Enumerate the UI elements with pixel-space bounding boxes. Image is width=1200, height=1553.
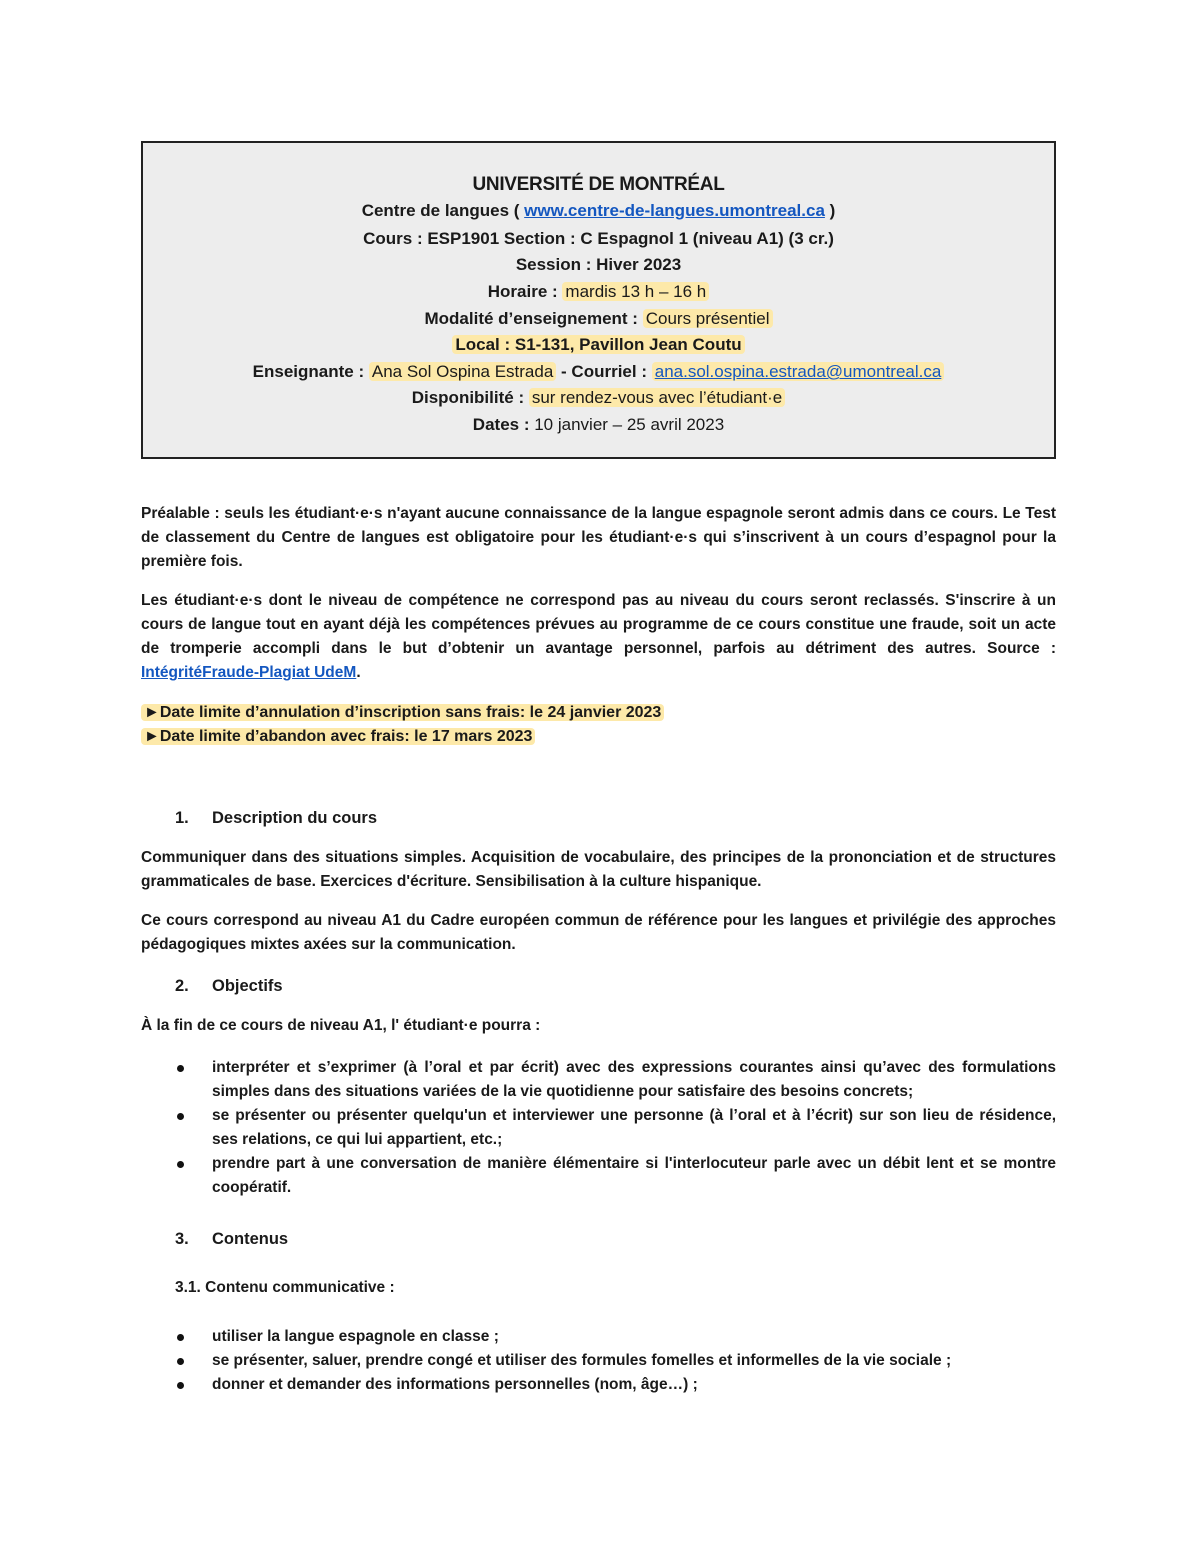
objectives-list — [141, 1056, 1056, 1200]
centre-website-link[interactable]: www.centre-de-langues.umontreal.ca — [524, 201, 825, 220]
bullet-icon — [177, 1334, 184, 1341]
email-label: - Courriel : — [561, 362, 647, 381]
modality-value: Cours présentiel — [643, 309, 773, 328]
university-title: UNIVERSITÉ DE MONTRÉAL — [472, 174, 725, 195]
teacher-line — [143, 360, 1054, 384]
course-line: Cours : ESP1901 Section : C Espagnol 1 (niveau A1) (3 cr.) — [363, 229, 834, 248]
deadline-withdrawal: ►Date limite d’abandon avec frais: le 17 mars 2023 — [141, 725, 535, 749]
list-item: se présenter, saluer, prendre congé et utiliser des formules fomelles et informelles de la vie sociale ; — [141, 1349, 1056, 1373]
schedule-line — [143, 280, 1054, 304]
integrity-link[interactable]: IntégritéFraude-Plagiat UdeM — [141, 664, 357, 681]
list-item: prendre part à une conversation de manière élémentaire si l'interlocuteur parle avec un débit lent et se montre coopératif. — [141, 1152, 1056, 1200]
availability-line — [143, 386, 1054, 410]
list-item: donner et demander des informations personnelles (nom, âge…) ; — [141, 1373, 1056, 1397]
bullet-icon — [177, 1161, 184, 1168]
teacher-name: Ana Sol Ospina Estrada — [369, 362, 556, 381]
schedule-value: mardis 13 h – 16 h — [562, 282, 709, 301]
bullet-icon — [177, 1358, 184, 1365]
course-header-box — [141, 141, 1056, 459]
room-value: Local : S1-131, Pavillon Jean Coutu — [452, 335, 744, 354]
centre-line — [143, 199, 1054, 223]
deadline-cancellation: ►Date limite d’annulation d’inscription sans frais: le 24 janvier 2023 — [141, 701, 664, 725]
bullet-icon — [177, 1065, 184, 1072]
list-item: interpréter et s’exprimer (à l’oral et par écrit) avec des expressions courantes ainsi qu’avec des formulations simples dans des situations variées de la vie quotidienne pour satisfaire des besoins concrets; — [141, 1056, 1056, 1104]
source-end: . — [356, 664, 361, 681]
modality-label: Modalité d’enseignement : — [424, 309, 638, 328]
room-line — [143, 333, 1054, 357]
dates-line — [143, 413, 1054, 437]
objectives-intro: À la fin de ce cours de niveau A1, l' étudiant·e pourra : — [141, 1017, 541, 1034]
centre-prefix: Centre de langues ( — [361, 201, 525, 220]
section-heading-description: 1. Description du cours — [175, 809, 378, 827]
modality-line — [143, 307, 1054, 331]
bullet-icon — [177, 1113, 184, 1120]
content-list — [141, 1325, 1056, 1397]
content-subheading: 3.1. Contenu communicative : — [175, 1279, 395, 1296]
availability-label: Disponibilité : — [411, 388, 525, 407]
list-item: utiliser la langue espagnole en classe ; — [141, 1325, 1056, 1349]
list-item: se présenter ou présenter quelqu'un et interviewer une personne (à l’oral et à l’écrit) sur son lieu de résidence, ses relations, ce qui lui appartient, etc.; — [141, 1104, 1056, 1152]
section-heading-objectives: 2. Objectifs — [175, 977, 283, 995]
centre-suffix: ) — [824, 201, 836, 220]
reclassification-paragraph — [141, 589, 1056, 685]
source-label: Source : — [987, 640, 1057, 657]
dates-value: 10 janvier – 25 avril 2023 — [534, 415, 725, 434]
section-heading-contents: 3. Contenus — [175, 1230, 289, 1248]
reclass-text: Les étudiant·e·s dont le niveau de compétence ne correspond pas au niveau du cours seront reclassés. S'inscrire à un cours de langue tout en ayant déjà les compétences prévues au programme de ce cours constitue une fraude, soit un acte de tromperie accompli dans le but d’obtenir un avantage personnel, parfois au détriment des autres. — [141, 592, 1056, 657]
teacher-label: Enseignante : — [252, 362, 365, 381]
description-paragraph-2: Ce cours correspond au niveau A1 du Cadre européen commun de référence pour les langues et privilégie des approches pédagogiques mixtes axées sur la communication. — [141, 912, 1056, 953]
session-line: Session : Hiver 2023 — [515, 255, 682, 274]
teacher-email-link[interactable]: ana.sol.ospina.estrada@umontreal.ca — [652, 362, 945, 381]
bullet-icon — [177, 1382, 184, 1389]
description-paragraph-1: Communiquer dans des situations simples. Acquisition de vocabulaire, des principes de la prononciation et de structures grammaticales de base. Exercices d'écriture. Sensibilisation à la culture hispanique. — [141, 849, 1056, 890]
schedule-label: Horaire : — [487, 282, 558, 301]
prerequisite-paragraph: Préalable : seuls les étudiant·e·s n'ayant aucune connaissance de la langue espagnole seront admis dans ce cours. Le Test de classement du Centre de langues est obligatoire pour les étudiant·e·s qui s’inscrivent à un cours d’espagnol pour la première fois. — [141, 505, 1056, 570]
availability-value: sur rendez-vous avec l’étudiant·e — [529, 388, 785, 407]
dates-label: Dates : — [472, 415, 530, 434]
